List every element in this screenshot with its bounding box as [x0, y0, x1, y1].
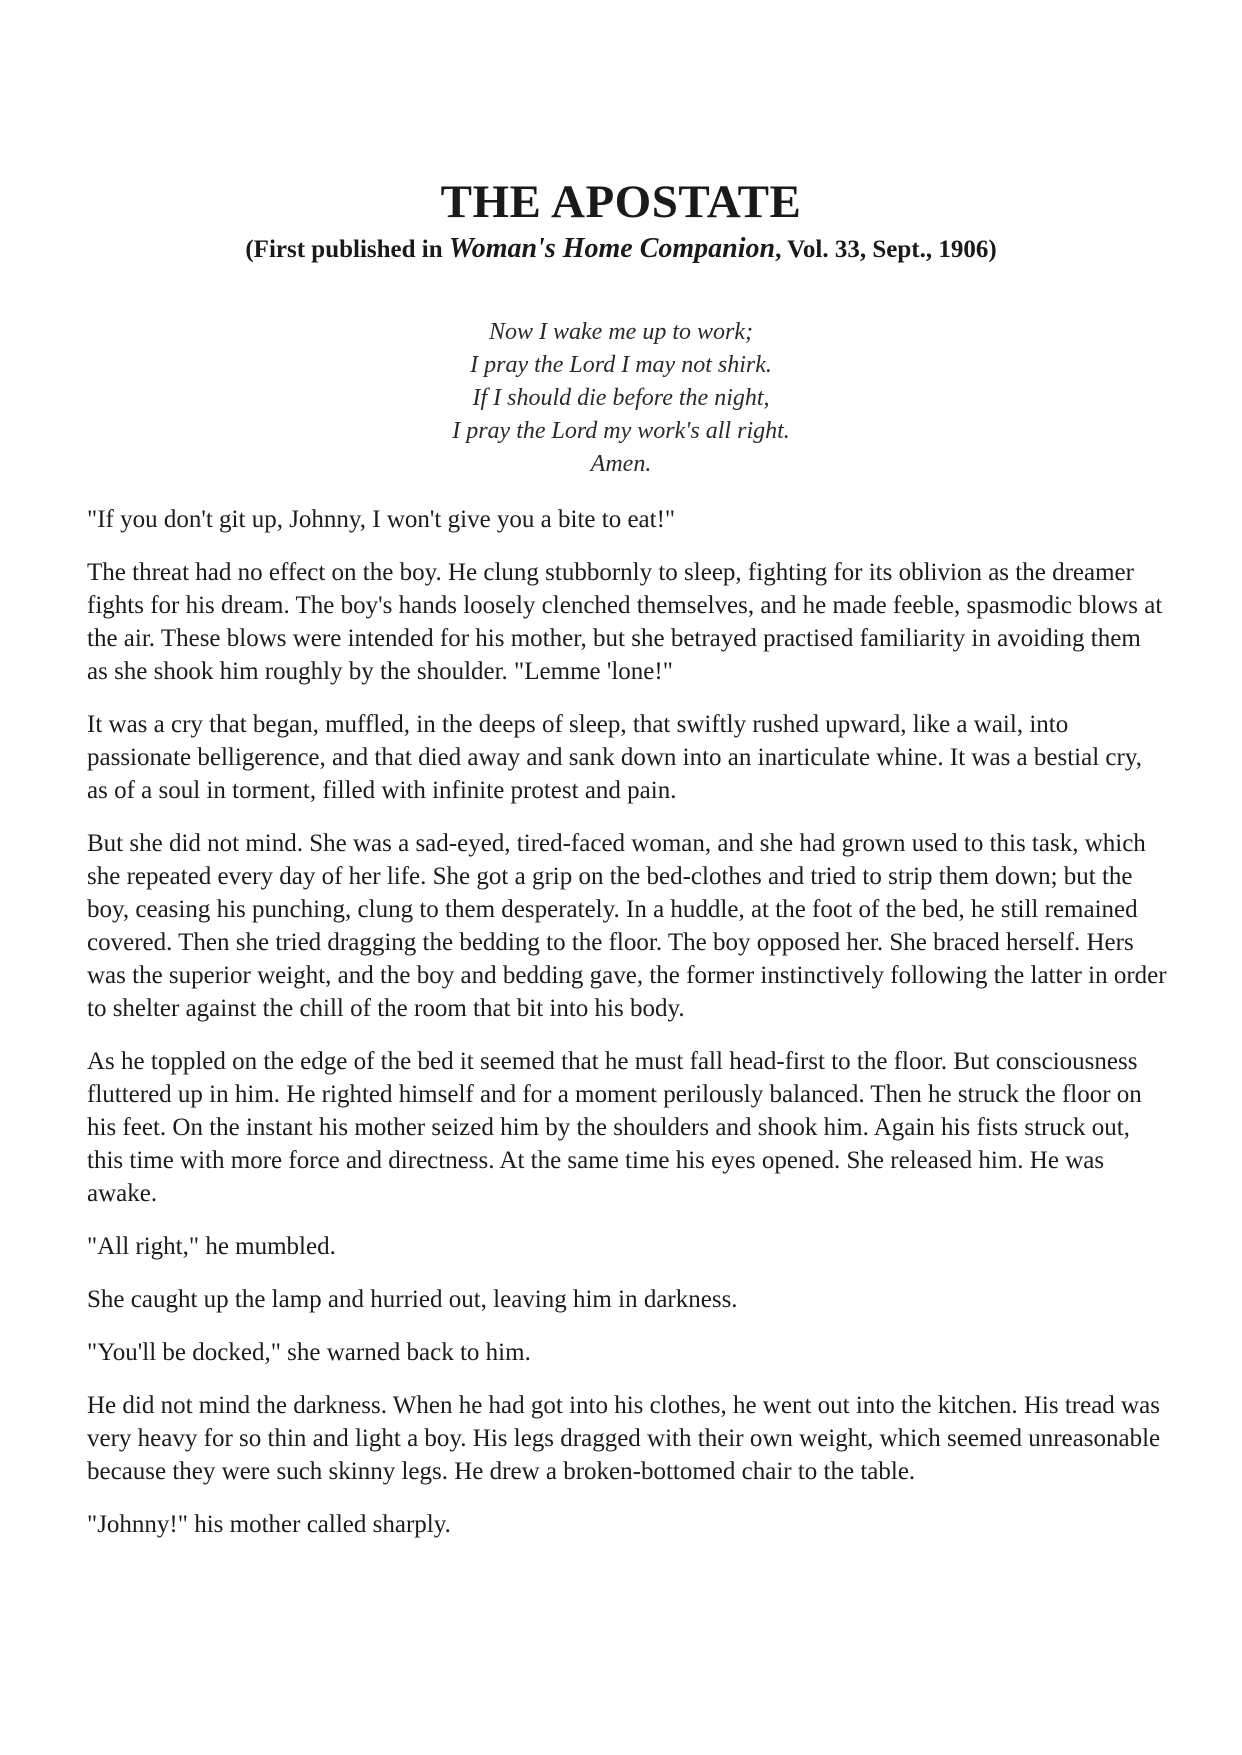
poem-line: I pray the Lord I may not shirk.	[470, 352, 772, 378]
epigraph-poem	[0, 316, 1242, 481]
poem-line: Now I wake me up to work;	[489, 319, 753, 345]
paragraph: "All right," he mumbled.	[87, 1233, 336, 1260]
paragraph: But she did not mind. She was a sad-eyed, tired-faced woman, and she had grown used to this task, which she repeated every day of her life. She got a grip on the bed-clothes and tried to strip them down; but the boy, ceasing his punching, clung to them desperately. In a huddle, at the foot of the bed, he still remained covered. Then she tried dragging the bedding to the floor. The boy opposed her. She braced herself. Hers was the superior weight, and the boy and bedding gave, the former instinctively following the latter in order to shelter against the chill of the room that bit into his body.	[87, 830, 1167, 1022]
paragraph: The threat had no effect on the boy. He clung stubbornly to sleep, fighting for its oblivion as the dreamer fights for his dream. The boy's hands loosely clenched themselves, and he made feeble, spasmodic blows at the air. These blows were intended for his mother, but she betrayed practised familiarity in avoiding them as she shook him roughly by the shoulder. "Lemme 'lone!"	[87, 559, 1163, 685]
paragraph: "If you don't git up, Johnny, I won't give you a bite to eat!"	[87, 506, 676, 533]
story-body	[87, 503, 1167, 1561]
poem-line: I pray the Lord my work's all right.	[452, 418, 790, 444]
publication-suffix: , Vol. 33, Sept., 1906)	[775, 236, 997, 263]
poem-line: Amen.	[590, 451, 652, 477]
publication-prefix: (First published in	[245, 236, 443, 263]
magazine-name: Woman's Home Companion	[448, 233, 776, 264]
publication-note	[0, 232, 1242, 267]
paragraph: "You'll be docked," she warned back to him.	[87, 1339, 531, 1366]
paragraph: As he toppled on the edge of the bed it seemed that he must fall head-first to the floor. But consciousness fluttered up in him. He righted himself and for a moment perilously balanced. Then he struck the floor on his feet. On the instant his mother seized him by the shoulders and shook him. Again his fists struck out, this time with more force and directness. At the same time his eyes opened. She released him. He was awake.	[87, 1048, 1142, 1207]
paragraph: "Johnny!" his mother called sharply.	[87, 1511, 451, 1538]
story-title: THE APOSTATE	[440, 176, 802, 228]
paragraph: She caught up the lamp and hurried out, leaving him in darkness.	[87, 1286, 738, 1313]
paragraph: He did not mind the darkness. When he had got into his clothes, he went out into the kitchen. His tread was very heavy for so thin and light a boy. His legs dragged with their own weight, which seemed unreasonable because they were such skinny legs. He drew a broken-bottomed chair to the table.	[87, 1392, 1161, 1485]
paragraph: It was a cry that began, muffled, in the deeps of sleep, that swiftly rushed upward, like a wail, into passionate belligerence, and that died away and sank down into an inarticulate whine. It was a bestial cry, as of a soul in torment, filled with infinite protest and pain.	[87, 711, 1142, 804]
poem-line: If I should die before the night,	[472, 385, 770, 411]
